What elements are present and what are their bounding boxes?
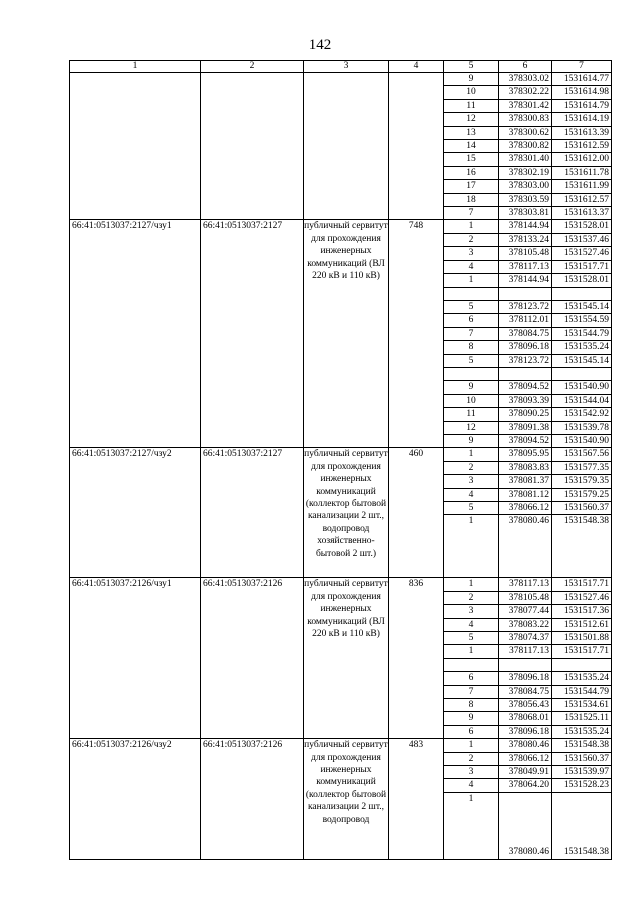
y-coordinate-cell: 1531614.79 <box>552 99 612 112</box>
x-coordinate-cell: 378300.62 <box>499 126 552 139</box>
y-coordinate-cell: 1531540.90 <box>552 381 612 394</box>
point-number-cell: 3 <box>444 605 499 618</box>
point-number-cell: 1 <box>444 645 499 658</box>
point-number-cell: 1 <box>444 274 499 287</box>
y-coordinate-cell: 1531501.88 <box>552 632 612 645</box>
x-coordinate-cell: 378091.38 <box>499 421 552 434</box>
purpose-cell: публичный сервитут для прохождения инженерных коммуникаций (ВЛ 220 кВ и 110 кВ) <box>304 578 389 739</box>
point-number-cell: 9 <box>444 73 499 86</box>
y-coordinate-cell: 1531614.98 <box>552 86 612 99</box>
point-number-cell: 3 <box>444 475 499 488</box>
x-coordinate-cell <box>499 367 552 380</box>
point-number-cell: 8 <box>444 699 499 712</box>
y-coordinate-cell: 1531613.39 <box>552 126 612 139</box>
x-coordinate-cell: 378068.01 <box>499 712 552 725</box>
x-coordinate-cell: 378303.00 <box>499 180 552 193</box>
y-coordinate-cell: 1531528.01 <box>552 220 612 233</box>
y-coordinate-cell: 1531517.36 <box>552 605 612 618</box>
point-number-cell <box>444 367 499 380</box>
purpose-cell: публичный сервитут для прохождения инженерных коммуникаций (коллектор бытовой канализации 2 шт., водопровод хозяйственно-бытовой 2 шт.) <box>304 448 389 578</box>
x-coordinate-cell: 378133.24 <box>499 233 552 246</box>
point-number-cell: 15 <box>444 153 499 166</box>
x-coordinate-cell: 378081.12 <box>499 488 552 501</box>
point-number-cell: 5 <box>444 300 499 313</box>
purpose-cell: публичный сервитут для прохождения инженерных коммуникаций (ВЛ 220 кВ и 110 кВ) <box>304 220 389 448</box>
section-number-cell: 66:41:0513037:2127/чзу2 <box>70 448 201 578</box>
point-number-cell <box>444 658 499 671</box>
point-number-cell: 1 <box>444 578 499 591</box>
y-coordinate-cell: 1531517.71 <box>552 578 612 591</box>
x-coordinate-cell: 378112.01 <box>499 314 552 327</box>
column-header: 4 <box>389 61 444 73</box>
x-coordinate-cell: 378105.48 <box>499 591 552 604</box>
point-number-cell: 8 <box>444 341 499 354</box>
y-coordinate-cell <box>552 367 612 380</box>
x-coordinate-cell: 378123.72 <box>499 354 552 367</box>
point-number-cell <box>444 287 499 300</box>
point-number-cell: 6 <box>444 314 499 327</box>
y-coordinate-cell: 1531614.19 <box>552 113 612 126</box>
y-coordinate-cell: 1531545.14 <box>552 354 612 367</box>
y-coordinate-cell: 1531611.99 <box>552 180 612 193</box>
point-number-cell: 5 <box>444 501 499 514</box>
point-number-cell: 14 <box>444 140 499 153</box>
x-coordinate-cell: 378096.18 <box>499 725 552 738</box>
column-header: 1 <box>70 61 201 73</box>
point-number-cell: 10 <box>444 86 499 99</box>
y-coordinate-cell <box>552 658 612 671</box>
y-coordinate-cell: 1531611.78 <box>552 166 612 179</box>
y-coordinate-cell: 1531548.38 <box>552 739 612 752</box>
x-coordinate-cell: 378080.46 <box>499 515 552 578</box>
x-coordinate-cell: 378093.39 <box>499 394 552 407</box>
point-number-cell: 9 <box>444 712 499 725</box>
area-cell: 748 <box>389 220 444 448</box>
y-coordinate-cell: 1531528.23 <box>552 779 612 792</box>
x-coordinate-cell: 378117.13 <box>499 578 552 591</box>
point-number-cell: 5 <box>444 354 499 367</box>
point-number-cell: 2 <box>444 233 499 246</box>
y-coordinate-cell: 1531560.37 <box>552 501 612 514</box>
area-cell <box>389 73 444 220</box>
y-coordinate-cell: 1531560.37 <box>552 752 612 765</box>
parcel-number-cell <box>201 73 304 220</box>
point-number-cell: 4 <box>444 779 499 792</box>
point-number-cell: 2 <box>444 461 499 474</box>
x-coordinate-cell: 378123.72 <box>499 300 552 313</box>
x-coordinate-cell: 378066.12 <box>499 501 552 514</box>
x-coordinate-cell: 378074.37 <box>499 632 552 645</box>
y-coordinate-cell: 1531527.46 <box>552 591 612 604</box>
y-coordinate-cell: 1531539.97 <box>552 766 612 779</box>
point-number-cell: 2 <box>444 591 499 604</box>
x-coordinate-cell: 378303.02 <box>499 73 552 86</box>
point-number-cell: 17 <box>444 180 499 193</box>
point-number-cell: 5 <box>444 632 499 645</box>
y-coordinate-cell: 1531545.14 <box>552 300 612 313</box>
table-row <box>70 578 612 591</box>
x-coordinate-cell: 378064.20 <box>499 779 552 792</box>
y-coordinate-cell: 1531517.71 <box>552 260 612 273</box>
point-number-cell: 7 <box>444 685 499 698</box>
coordinates-table <box>69 60 612 860</box>
point-number-cell: 4 <box>444 618 499 631</box>
x-coordinate-cell: 378301.42 <box>499 99 552 112</box>
point-number-cell: 1 <box>444 792 499 859</box>
x-coordinate-cell: 378090.25 <box>499 408 552 421</box>
x-coordinate-cell: 378094.52 <box>499 381 552 394</box>
column-header: 3 <box>304 61 389 73</box>
x-coordinate-cell: 378084.75 <box>499 685 552 698</box>
x-coordinate-cell: 378301.40 <box>499 153 552 166</box>
y-coordinate-cell <box>552 287 612 300</box>
x-coordinate-cell: 378083.22 <box>499 618 552 631</box>
parcel-number-cell: 66:41:0513037:2127 <box>201 220 304 448</box>
point-number-cell: 6 <box>444 672 499 685</box>
point-number-cell: 4 <box>444 260 499 273</box>
table-row <box>70 448 612 461</box>
x-coordinate-cell: 378056.43 <box>499 699 552 712</box>
y-coordinate-cell: 1531577.35 <box>552 461 612 474</box>
point-number-cell: 16 <box>444 166 499 179</box>
column-header: 6 <box>499 61 552 73</box>
parcel-number-cell: 66:41:0513037:2126 <box>201 739 304 860</box>
purpose-cell <box>304 73 389 220</box>
point-number-cell: 12 <box>444 421 499 434</box>
y-coordinate-cell: 1531517.71 <box>552 645 612 658</box>
purpose-cell: публичный сервитут для прохождения инженерных коммуникаций (коллектор бытовой канализации 2 шт., водопровод <box>304 739 389 860</box>
y-coordinate-cell: 1531567.56 <box>552 448 612 461</box>
x-coordinate-cell: 378144.94 <box>499 274 552 287</box>
point-number-cell: 4 <box>444 488 499 501</box>
point-number-cell: 18 <box>444 193 499 206</box>
x-coordinate-cell: 378049.91 <box>499 766 552 779</box>
section-number-cell: 66:41:0513037:2126/чзу2 <box>70 739 201 860</box>
y-coordinate-cell: 1531528.01 <box>552 274 612 287</box>
column-header: 7 <box>552 61 612 73</box>
x-coordinate-cell: 378094.52 <box>499 434 552 447</box>
point-number-cell: 7 <box>444 327 499 340</box>
y-coordinate-cell: 1531554.59 <box>552 314 612 327</box>
point-number-cell: 12 <box>444 113 499 126</box>
y-coordinate-cell: 1531540.90 <box>552 434 612 447</box>
section-number-cell: 66:41:0513037:2127/чзу1 <box>70 220 201 448</box>
point-number-cell: 13 <box>444 126 499 139</box>
y-coordinate-cell: 1531548.38 <box>552 515 612 578</box>
x-coordinate-cell: 378117.13 <box>499 645 552 658</box>
column-header: 2 <box>201 61 304 73</box>
y-coordinate-cell: 1531544.79 <box>552 327 612 340</box>
x-coordinate-cell: 378083.83 <box>499 461 552 474</box>
y-coordinate-cell: 1531579.35 <box>552 475 612 488</box>
point-number-cell: 6 <box>444 725 499 738</box>
parcel-number-cell: 66:41:0513037:2127 <box>201 448 304 578</box>
x-coordinate-cell <box>499 287 552 300</box>
y-coordinate-cell: 1531527.46 <box>552 247 612 260</box>
point-number-cell: 1 <box>444 220 499 233</box>
y-coordinate-cell: 1531612.59 <box>552 140 612 153</box>
x-coordinate-cell: 378302.19 <box>499 166 552 179</box>
point-number-cell: 10 <box>444 394 499 407</box>
y-coordinate-cell: 1531512.61 <box>552 618 612 631</box>
y-coordinate-cell: 1531539.78 <box>552 421 612 434</box>
point-number-cell: 1 <box>444 515 499 578</box>
y-coordinate-cell: 1531613.37 <box>552 207 612 220</box>
point-number-cell: 1 <box>444 448 499 461</box>
x-coordinate-cell: 378096.18 <box>499 341 552 354</box>
table-row <box>70 73 612 86</box>
point-number-cell: 3 <box>444 766 499 779</box>
page-number: 142 <box>308 37 332 53</box>
x-coordinate-cell: 378080.46 <box>499 739 552 752</box>
y-coordinate-cell: 1531614.77 <box>552 73 612 86</box>
x-coordinate-cell: 378105.48 <box>499 247 552 260</box>
x-coordinate-cell: 378117.13 <box>499 260 552 273</box>
header-row <box>70 61 612 73</box>
point-number-cell: 11 <box>444 408 499 421</box>
x-coordinate-cell: 378081.37 <box>499 475 552 488</box>
y-coordinate-cell: 1531537.46 <box>552 233 612 246</box>
y-coordinate-cell: 1531612.00 <box>552 153 612 166</box>
x-coordinate-cell: 378302.22 <box>499 86 552 99</box>
area-cell: 460 <box>389 448 444 578</box>
x-coordinate-cell: 378303.59 <box>499 193 552 206</box>
x-coordinate-cell: 378303.81 <box>499 207 552 220</box>
y-coordinate-cell: 1531544.04 <box>552 394 612 407</box>
table-row <box>70 739 612 752</box>
point-number-cell: 9 <box>444 434 499 447</box>
area-cell: 836 <box>389 578 444 739</box>
point-number-cell: 11 <box>444 99 499 112</box>
point-number-cell: 1 <box>444 739 499 752</box>
y-coordinate-cell: 1531525.11 <box>552 712 612 725</box>
table-row <box>70 220 612 233</box>
point-number-cell: 7 <box>444 207 499 220</box>
x-coordinate-cell: 378066.12 <box>499 752 552 765</box>
y-coordinate-cell: 1531535.24 <box>552 672 612 685</box>
x-coordinate-cell: 378095.95 <box>499 448 552 461</box>
x-coordinate-cell: 378077.44 <box>499 605 552 618</box>
area-cell: 483 <box>389 739 444 860</box>
y-coordinate-cell: 1531579.25 <box>552 488 612 501</box>
y-coordinate-cell: 1531548.38 <box>552 792 612 859</box>
y-coordinate-cell: 1531542.92 <box>552 408 612 421</box>
x-coordinate-cell: 378096.18 <box>499 672 552 685</box>
x-coordinate-cell: 378144.94 <box>499 220 552 233</box>
section-number-cell: 66:41:0513037:2126/чзу1 <box>70 578 201 739</box>
y-coordinate-cell: 1531534.61 <box>552 699 612 712</box>
x-coordinate-cell: 378084.75 <box>499 327 552 340</box>
x-coordinate-cell: 378300.82 <box>499 140 552 153</box>
y-coordinate-cell: 1531535.24 <box>552 341 612 354</box>
point-number-cell: 3 <box>444 247 499 260</box>
y-coordinate-cell: 1531612.57 <box>552 193 612 206</box>
x-coordinate-cell: 378080.46 <box>499 792 552 859</box>
section-number-cell <box>70 73 201 220</box>
y-coordinate-cell: 1531535.24 <box>552 725 612 738</box>
x-coordinate-cell: 378300.83 <box>499 113 552 126</box>
x-coordinate-cell <box>499 658 552 671</box>
y-coordinate-cell: 1531544.79 <box>552 685 612 698</box>
parcel-number-cell: 66:41:0513037:2126 <box>201 578 304 739</box>
point-number-cell: 9 <box>444 381 499 394</box>
column-header: 5 <box>444 61 499 73</box>
point-number-cell: 2 <box>444 752 499 765</box>
